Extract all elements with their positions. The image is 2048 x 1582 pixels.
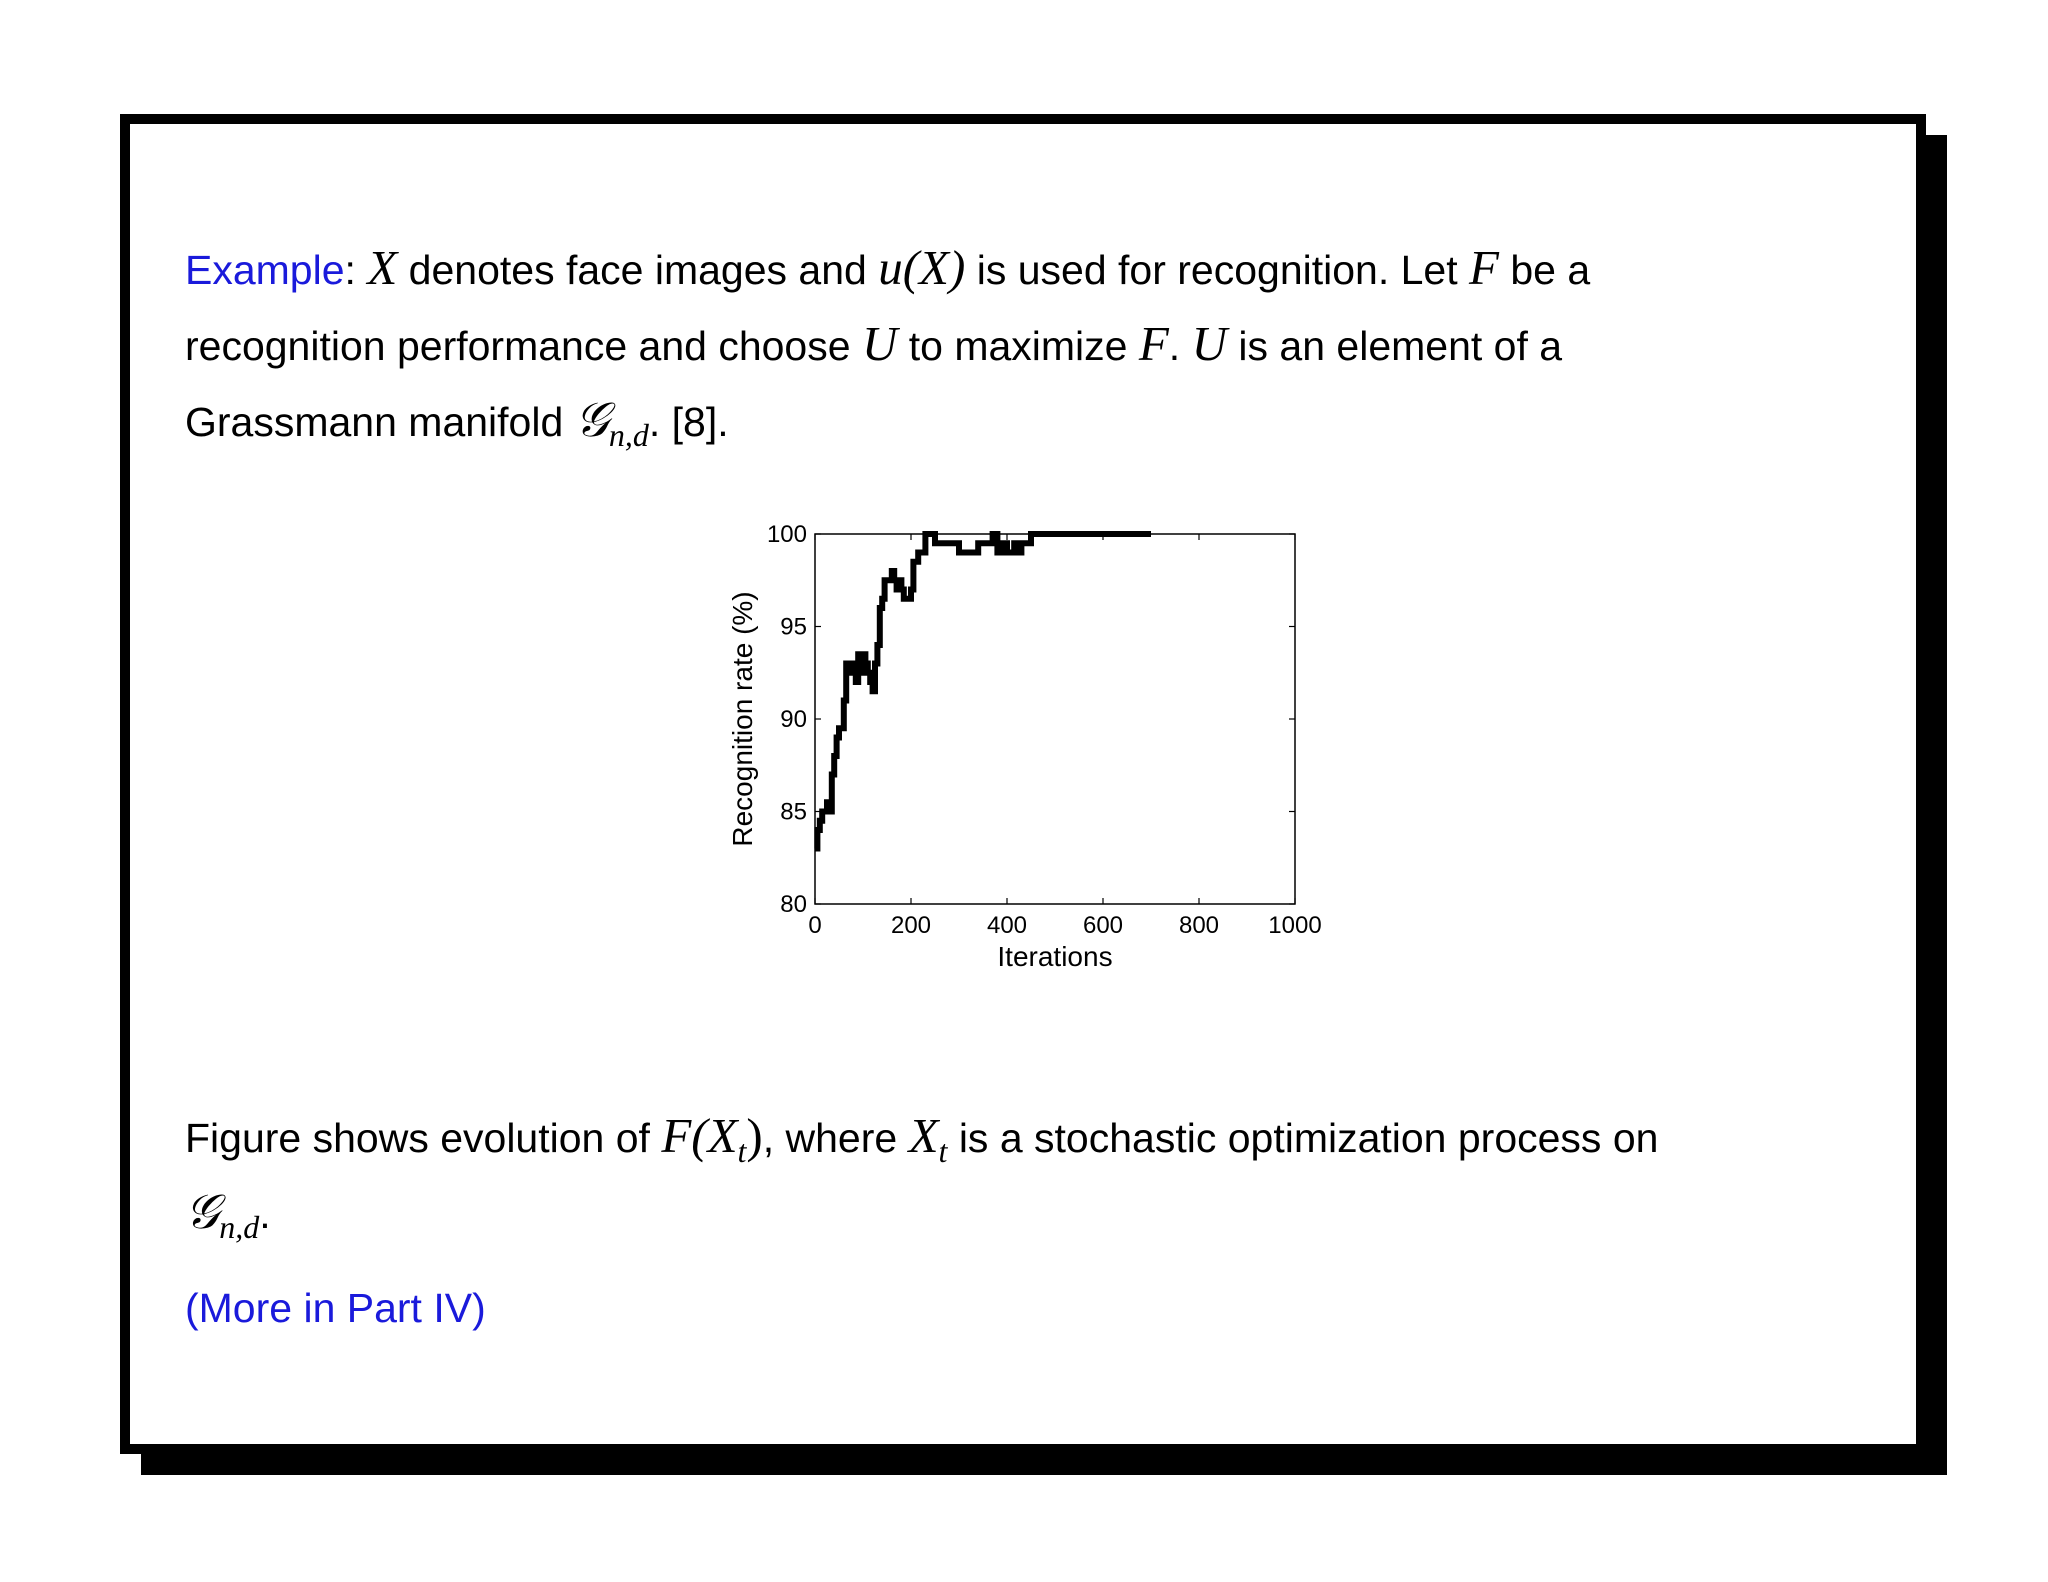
math-X: X [367, 240, 398, 295]
intro-line-3 [185, 382, 729, 463]
caption-text-1: Figure shows evolution of [185, 1115, 650, 1161]
subscript-t-2: t [938, 1133, 948, 1169]
caption-line-1 [185, 1098, 1658, 1179]
caption-text-2: , where [762, 1115, 898, 1161]
y-tick-label: 100 [766, 521, 807, 548]
colon: : [344, 247, 356, 293]
intro-text-7: Grassmann manifold [185, 399, 564, 445]
recognition-rate-series-line [815, 534, 1151, 849]
math-F-of-Xt: F(X [661, 1108, 738, 1163]
intro-line-2 [185, 306, 1562, 384]
intro-text-4: recognition performance and choose [185, 323, 851, 369]
more-in-part-iv-link[interactable]: (More in Part IV) [185, 1285, 486, 1331]
x-axis-label: Iterations [997, 941, 1113, 972]
math-Xt: X [908, 1108, 939, 1163]
x-tick-label: 200 [890, 912, 932, 939]
example-label: Example [185, 247, 345, 293]
subscript-t: t [737, 1133, 747, 1169]
intro-text-2: is used for recognition. Let [976, 247, 1458, 293]
intro-text-5: to maximize [908, 323, 1128, 369]
x-tick-label: 800 [1178, 912, 1220, 939]
grassmann-symbol: 𝒢 [574, 392, 609, 448]
grassmann-symbol-2: 𝒢 [185, 1184, 220, 1240]
grassmann-subscript-2: n,d [219, 1209, 260, 1245]
caption-text-3: is a stochastic optimization process on [958, 1115, 1659, 1161]
intro-text-1: denotes face images and [408, 247, 867, 293]
intro-text-8: . [8]. [648, 399, 729, 445]
grassmann-subscript: n,d [608, 417, 649, 453]
y-axis-label: Recognition rate (%) [727, 591, 758, 847]
math-U: U [861, 316, 898, 371]
intro-text-6: is an element of a [1238, 323, 1563, 369]
intro-line-1 [185, 230, 1590, 308]
recognition-chart [700, 510, 1360, 1010]
math-U-2: U [1191, 316, 1227, 371]
chart-svg [700, 510, 1360, 1010]
intro-text-3: be a [1510, 247, 1591, 293]
caption-line-2 [185, 1174, 271, 1255]
caption-dot: . [259, 1191, 271, 1237]
y-tick-label: 90 [780, 706, 807, 733]
x-tick-label: 600 [1082, 912, 1124, 939]
math-u-of-X: u(X) [878, 240, 966, 295]
x-tick-label: 1000 [1268, 912, 1322, 939]
math-F: F [1469, 240, 1499, 295]
y-tick-label: 85 [780, 798, 807, 826]
x-tick-label: 0 [808, 912, 822, 939]
dot: . [1168, 323, 1181, 369]
math-F-2: F [1138, 316, 1169, 371]
x-tick-label: 400 [986, 912, 1028, 939]
y-tick-label: 95 [780, 613, 807, 641]
math-close-paren: ) [746, 1108, 763, 1163]
y-tick-label: 80 [780, 891, 807, 918]
